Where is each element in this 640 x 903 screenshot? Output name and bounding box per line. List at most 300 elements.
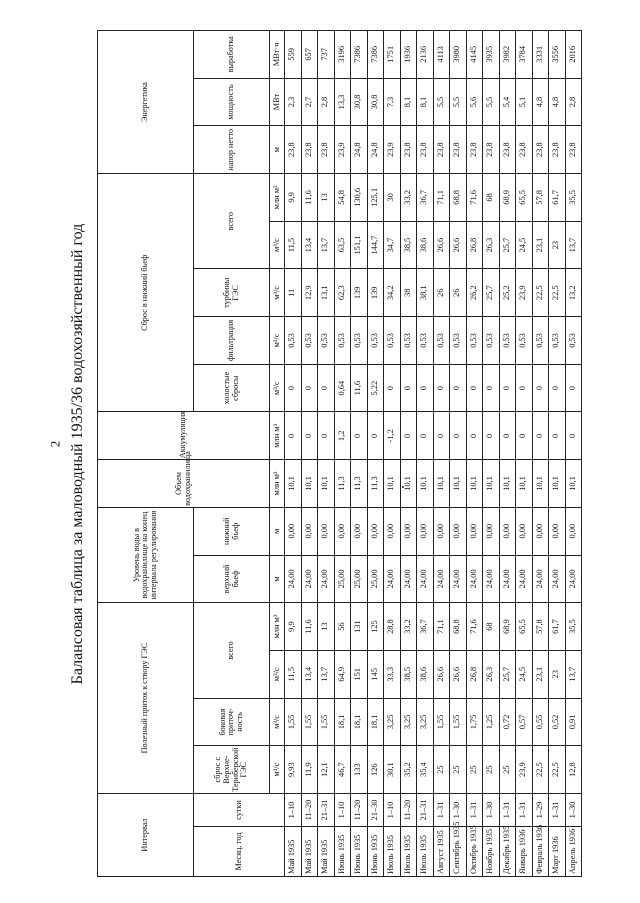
table-cell: 22,5 [532,269,549,317]
table-cell: 10,1 [400,460,417,508]
table-cell: 3980 [450,31,467,79]
row-month: Июнь 1935 [334,827,351,877]
table-cell: 23,8 [417,126,434,174]
table-cell: 24,00 [285,555,302,603]
table-cell: 23,8 [499,126,516,174]
table-cell: 0,53 [351,317,368,365]
unit-cell: м [270,507,285,555]
table-cell: 24,00 [433,555,450,603]
table-cell: 7386 [367,31,384,79]
unit-cell: м³/с [270,364,285,412]
table-cell: 0 [417,412,434,460]
table-row [301,31,318,877]
row-days: 1–31 [499,794,516,827]
table-cell: 0 [400,364,417,412]
table-cell: 23,8 [565,126,582,174]
table-cell: 139 [351,269,368,317]
table-row [466,31,483,877]
table-cell: 0,53 [285,317,302,365]
table-cell: 64,9 [334,650,351,698]
header-turbines: турбины ГЭС [194,269,270,317]
table-cell: 0,55 [532,698,549,746]
table-cell: 38 [400,269,417,317]
row-days: 1–31 [549,794,566,827]
table-cell: 10,1 [318,460,335,508]
table-cell: 23,9 [516,746,533,794]
table-cell: 0,00 [384,507,401,555]
table-cell: 25,2 [499,269,516,317]
row-month: Июнь 1935 [351,827,368,877]
table-cell: 10,1 [466,460,483,508]
table-cell: 8,1 [417,78,434,126]
table-cell: 13,2 [565,269,582,317]
table-cell: 22,5 [532,746,549,794]
table-cell: 71,1 [433,174,450,222]
table-cell: 13,7 [318,650,335,698]
table-cell: 23,1 [532,221,549,269]
table-cell: 3,25 [417,698,434,746]
header-lateral: боковая приточ-ность [194,698,270,746]
row-month: Март 1936 [549,827,566,877]
table-cell: 22,5 [549,269,566,317]
table-cell: 26,8 [466,221,483,269]
table-cell: 23,9 [334,126,351,174]
table-cell: 13,7 [318,221,335,269]
table-cell: 12,1 [318,746,335,794]
table-cell: 25 [450,746,467,794]
table-cell: 25,00 [334,555,351,603]
header-upper-release: сброс с Верхне-Териберской ГЭС [194,746,270,794]
table-cell: 54,8 [334,174,351,222]
table-row [433,31,450,877]
table-cell: 0 [318,412,335,460]
table-cell: 3935 [483,31,500,79]
row-days: 1–30 [565,794,582,827]
table-cell: 23,8 [549,126,566,174]
header-water-level: Уровень воды в водохранилище на конец интервала регулирования [98,507,194,602]
unit-cell: м³/с [270,746,285,794]
table-cell: 3196 [334,31,351,79]
header-output: выработка [194,31,270,79]
table-cell: 38,5 [400,650,417,698]
row-days: 11–20 [400,794,417,827]
table-cell: 130,6 [351,174,368,222]
table-row [549,31,566,877]
table-cell: 13 [318,603,335,651]
table-cell: 10,1 [565,460,582,508]
table-cell: 36,7 [417,603,434,651]
table-cell: 10,1 [433,460,450,508]
table-cell: 1,55 [285,698,302,746]
table-cell: 26,3 [483,650,500,698]
table-cell: 18,1 [351,698,368,746]
table-cell: 0 [400,412,417,460]
table-cell: 0,53 [400,317,417,365]
table-cell: 11 [285,269,302,317]
table-cell: 10,1 [549,460,566,508]
table-cell: 0,53 [367,317,384,365]
table-cell: 1,75 [466,698,483,746]
table-cell: 26 [450,269,467,317]
table-cell: 24,00 [466,555,483,603]
table-cell: 139 [367,269,384,317]
table-cell: 33,2 [400,603,417,651]
table-cell: 34,2 [384,269,401,317]
row-month: Май 1935 [285,827,302,877]
row-days: 1–29 [532,794,549,827]
table-cell: 23,8 [466,126,483,174]
table-cell: 126 [367,746,384,794]
table-cell: 0 [433,412,450,460]
table-cell: 36,7 [417,174,434,222]
table-row [565,31,582,877]
table-cell: 11,6 [351,364,368,412]
unit-cell: м³/с [270,221,285,269]
table-cell: 10,1 [516,460,533,508]
table-cell: 30,8 [367,78,384,126]
table-cell: 10,1 [384,460,401,508]
table-cell: 11,9 [301,746,318,794]
unit-cell: млн м³ [270,174,285,222]
table-cell: 0 [516,412,533,460]
table-cell: 25 [466,746,483,794]
table-cell: 0 [549,412,566,460]
row-days: 1–30 [483,794,500,827]
table-cell: 0,53 [417,317,434,365]
table-cell: 26,6 [450,221,467,269]
table-row [516,31,533,877]
table-cell: 0 [285,364,302,412]
title-text: Балансовая таблица за маловодный 1935/36 водохозяйственный год [69,223,86,685]
table-cell: 0 [450,364,467,412]
table-cell: 10,1 [532,460,549,508]
table-row [450,31,467,877]
table-cell: 11,3 [351,460,368,508]
table-cell: 0,00 [549,507,566,555]
table-cell: 125 [367,603,384,651]
header-upper-pool: верхний бьеф [194,555,270,603]
table-cell: 26,3 [483,221,500,269]
table-cell: 0,53 [301,317,318,365]
table-cell: 10,1 [301,460,318,508]
table-cell: 65,5 [516,174,533,222]
table-cell: 0 [532,364,549,412]
table-cell: 0 [499,412,516,460]
table-cell: 3556 [549,31,566,79]
table-cell: 2136 [417,31,434,79]
table-cell: 8,1 [400,78,417,126]
table-cell: 13,4 [301,221,318,269]
table-cell: 12,8 [565,746,582,794]
table-cell: 23,9 [384,126,401,174]
table-cell: 24,5 [516,221,533,269]
table-cell: 0,00 [433,507,450,555]
table-cell: 0 [549,364,566,412]
row-month: Июль 1935 [400,827,417,877]
unit-cell: м [270,555,285,603]
table-cell: 62,3 [334,269,351,317]
table-cell: 0 [417,364,434,412]
table-cell: 0,91 [565,698,582,746]
table-cell: 13,7 [565,221,582,269]
row-days: 21–30 [367,794,384,827]
row-days: 1–10 [334,794,351,827]
table-cell: 0,53 [450,317,467,365]
table-cell: 26,2 [466,269,483,317]
table-cell: 4145 [466,31,483,79]
table-cell: 23,8 [318,126,335,174]
table-cell: 25,00 [367,555,384,603]
table-cell: 12,9 [301,269,318,317]
table-cell: 2,8 [565,78,582,126]
table-cell: 0,53 [433,317,450,365]
row-days: 1–31 [516,794,533,827]
table-cell: 25 [433,746,450,794]
row-days: 21–31 [318,794,335,827]
table-cell: 23,8 [285,126,302,174]
row-month: Июль 1935 [417,827,434,877]
table-cell: 11,3 [367,460,384,508]
table-cell: 3784 [516,31,533,79]
table-cell: 26,6 [433,650,450,698]
table-cell: 71,6 [466,174,483,222]
table-cell: 2,8 [318,78,335,126]
table-cell: 125,1 [367,174,384,222]
table-cell: 24,00 [318,555,335,603]
table-cell: 0 [483,412,500,460]
table-cell: 0 [466,364,483,412]
unit-cell: м³/с [270,650,285,698]
table-cell: 0,52 [549,698,566,746]
unit-cell: м [270,126,285,174]
table-cell: 46,7 [334,746,351,794]
table-cell: 151,1 [351,221,368,269]
table-cell: 26,8 [466,650,483,698]
table-cell: 0,00 [400,507,417,555]
table-cell: 9,93 [285,746,302,794]
table-cell: 30 [384,174,401,222]
table-cell: 30,1 [384,746,401,794]
table-cell: 68,9 [499,174,516,222]
table-cell: 5,5 [483,78,500,126]
table-cell: 23,9 [516,269,533,317]
table-cell: 9,9 [285,174,302,222]
table-cell: 24,5 [516,650,533,698]
table-cell: 26 [433,269,450,317]
table-cell: 57,8 [532,174,549,222]
header-power: мощность [194,78,270,126]
row-month: Февраль 1936 [532,827,549,877]
table-cell: 68,8 [450,174,467,222]
table-cell: 38,6 [417,650,434,698]
table-cell: 24,00 [483,555,500,603]
table-cell: 0,00 [334,507,351,555]
table-cell: 1,55 [318,698,335,746]
header-lower-pool: нижний бьеф [194,507,270,555]
table-cell: 26,6 [450,650,467,698]
table-cell: 0,53 [384,317,401,365]
table-cell: 13,7 [565,650,582,698]
table-cell: 24,00 [516,555,533,603]
table-cell: 38,6 [417,221,434,269]
row-month: Октябрь 1935 [466,827,483,877]
table-cell: 4,8 [532,78,549,126]
row-days: 1–10 [384,794,401,827]
table-row [367,31,384,877]
table-cell: 10,1 [483,460,500,508]
table-cell: 18,1 [334,698,351,746]
table-cell: 23,8 [516,126,533,174]
table-cell: 133 [351,746,368,794]
table-cell: 2016 [565,31,582,79]
row-days: 1–31 [433,794,450,827]
table-row [351,31,368,877]
table-cell: 68,8 [450,603,467,651]
table-cell: 1936 [400,31,417,79]
table-cell: 2,3 [285,78,302,126]
table-cell: 5,5 [450,78,467,126]
table-cell: 0,00 [417,507,434,555]
table-cell: 5,5 [433,78,450,126]
table-cell: 23,8 [483,126,500,174]
header-volume: Объем водохранилища [98,460,270,508]
header-filtration: фильтрация [194,317,270,365]
table-cell: 28,8 [384,603,401,651]
unit-cell: млн м³ [270,460,285,508]
table-cell: 25 [499,746,516,794]
table-cell: 4113 [433,31,450,79]
table-cell: 35,5 [565,174,582,222]
table-cell: 0 [351,412,368,460]
table-row [499,31,516,877]
table-cell: 24,00 [565,555,582,603]
row-days: 1–30 [450,794,467,827]
table-cell: 0,53 [334,317,351,365]
table-cell: 0,53 [466,317,483,365]
table-cell: 71,1 [433,603,450,651]
table-cell: 30,8 [351,78,368,126]
table-cell: 0 [450,412,467,460]
table-cell: 61,7 [549,603,566,651]
table-cell: 22,5 [549,746,566,794]
table-cell: 0,00 [532,507,549,555]
row-month: Июнь 1935 [367,827,384,877]
table-cell: 13 [318,174,335,222]
table-cell: 11,6 [301,174,318,222]
table-cell: 0,00 [450,507,467,555]
table-cell: 0 [565,412,582,460]
table-cell: 2,7 [301,78,318,126]
table-cell: 23,8 [301,126,318,174]
table-cell: 0,53 [318,317,335,365]
table-cell: 24,00 [499,555,516,603]
table-cell: 0,53 [565,317,582,365]
header-month-year: Месяц, год [194,827,285,877]
table-cell: 0 [384,364,401,412]
table-cell: 0,00 [285,507,302,555]
table-cell: 5,6 [466,78,483,126]
table-cell: 35,2 [400,746,417,794]
table-cell: 24,00 [417,555,434,603]
table-row [400,31,417,877]
table-cell: 25,00 [351,555,368,603]
table-cell: 23,8 [400,126,417,174]
table-cell: 13,4 [301,650,318,698]
table-cell: 0 [516,364,533,412]
table-cell: 559 [285,31,302,79]
table-cell: -1,2 [384,412,401,460]
table-cell: 68 [483,174,500,222]
table-cell: 0,00 [483,507,500,555]
table-cell: 23,8 [532,126,549,174]
header-accumulation: Аккумуляция [98,412,270,460]
row-month: Сентябрь 1935 [450,827,467,877]
unit-cell: МВт [270,78,285,126]
table-cell: 10,1 [450,460,467,508]
table-cell: 23,8 [450,126,467,174]
table-cell: 0,57 [516,698,533,746]
table-cell: 13,1 [318,269,335,317]
table-cell: 24,00 [450,555,467,603]
table-cell: 151 [351,650,368,698]
table-cell: 18,1 [367,698,384,746]
table-cell: 23,8 [433,126,450,174]
table-cell: 0,00 [318,507,335,555]
table-cell: 25,7 [483,269,500,317]
table-cell: 61,7 [549,174,566,222]
table-cell: 0 [301,364,318,412]
table-row [334,31,351,877]
row-month: Апрель 1936 [565,827,582,877]
table-cell: 1,25 [483,698,500,746]
table-cell: 737 [318,31,335,79]
header-idle: холостые сбросы [194,364,270,412]
table-cell: 657 [301,31,318,79]
table-cell: 1,55 [301,698,318,746]
table-cell: 0 [565,364,582,412]
row-days: 11–20 [301,794,318,827]
table-cell: 3,25 [384,698,401,746]
table-row [483,31,500,877]
table-cell: 24,00 [301,555,318,603]
table-cell: 0,00 [466,507,483,555]
row-month: Январь 1936 [516,827,533,877]
unit-cell: МВт·ч [270,31,285,79]
table-cell: 145 [367,650,384,698]
row-month: Август 1935 [433,827,450,877]
row-days: 21–31 [417,794,434,827]
table-cell: 0,00 [565,507,582,555]
table-cell: 0,53 [549,317,566,365]
table-cell: 10,1 [499,460,516,508]
table-row [285,31,302,877]
table-cell: 63,5 [334,221,351,269]
header-useful-inflow: Полезный приток к створу ГЭС [98,603,194,794]
table-cell: 34,7 [384,221,401,269]
header-energy: Энергетика [98,31,194,174]
table-row [532,31,549,877]
table-cell: 9,9 [285,603,302,651]
table-cell: 131 [351,603,368,651]
table-cell: 23,1 [532,650,549,698]
table-cell: 24,00 [532,555,549,603]
header-discharge: Сброс в нижний бьеф [98,174,194,412]
page-number: 2 [47,440,63,448]
table-cell: 144,7 [367,221,384,269]
table-cell: 26,6 [433,221,450,269]
table-cell: 13,3 [334,78,351,126]
table-cell: 0,00 [516,507,533,555]
